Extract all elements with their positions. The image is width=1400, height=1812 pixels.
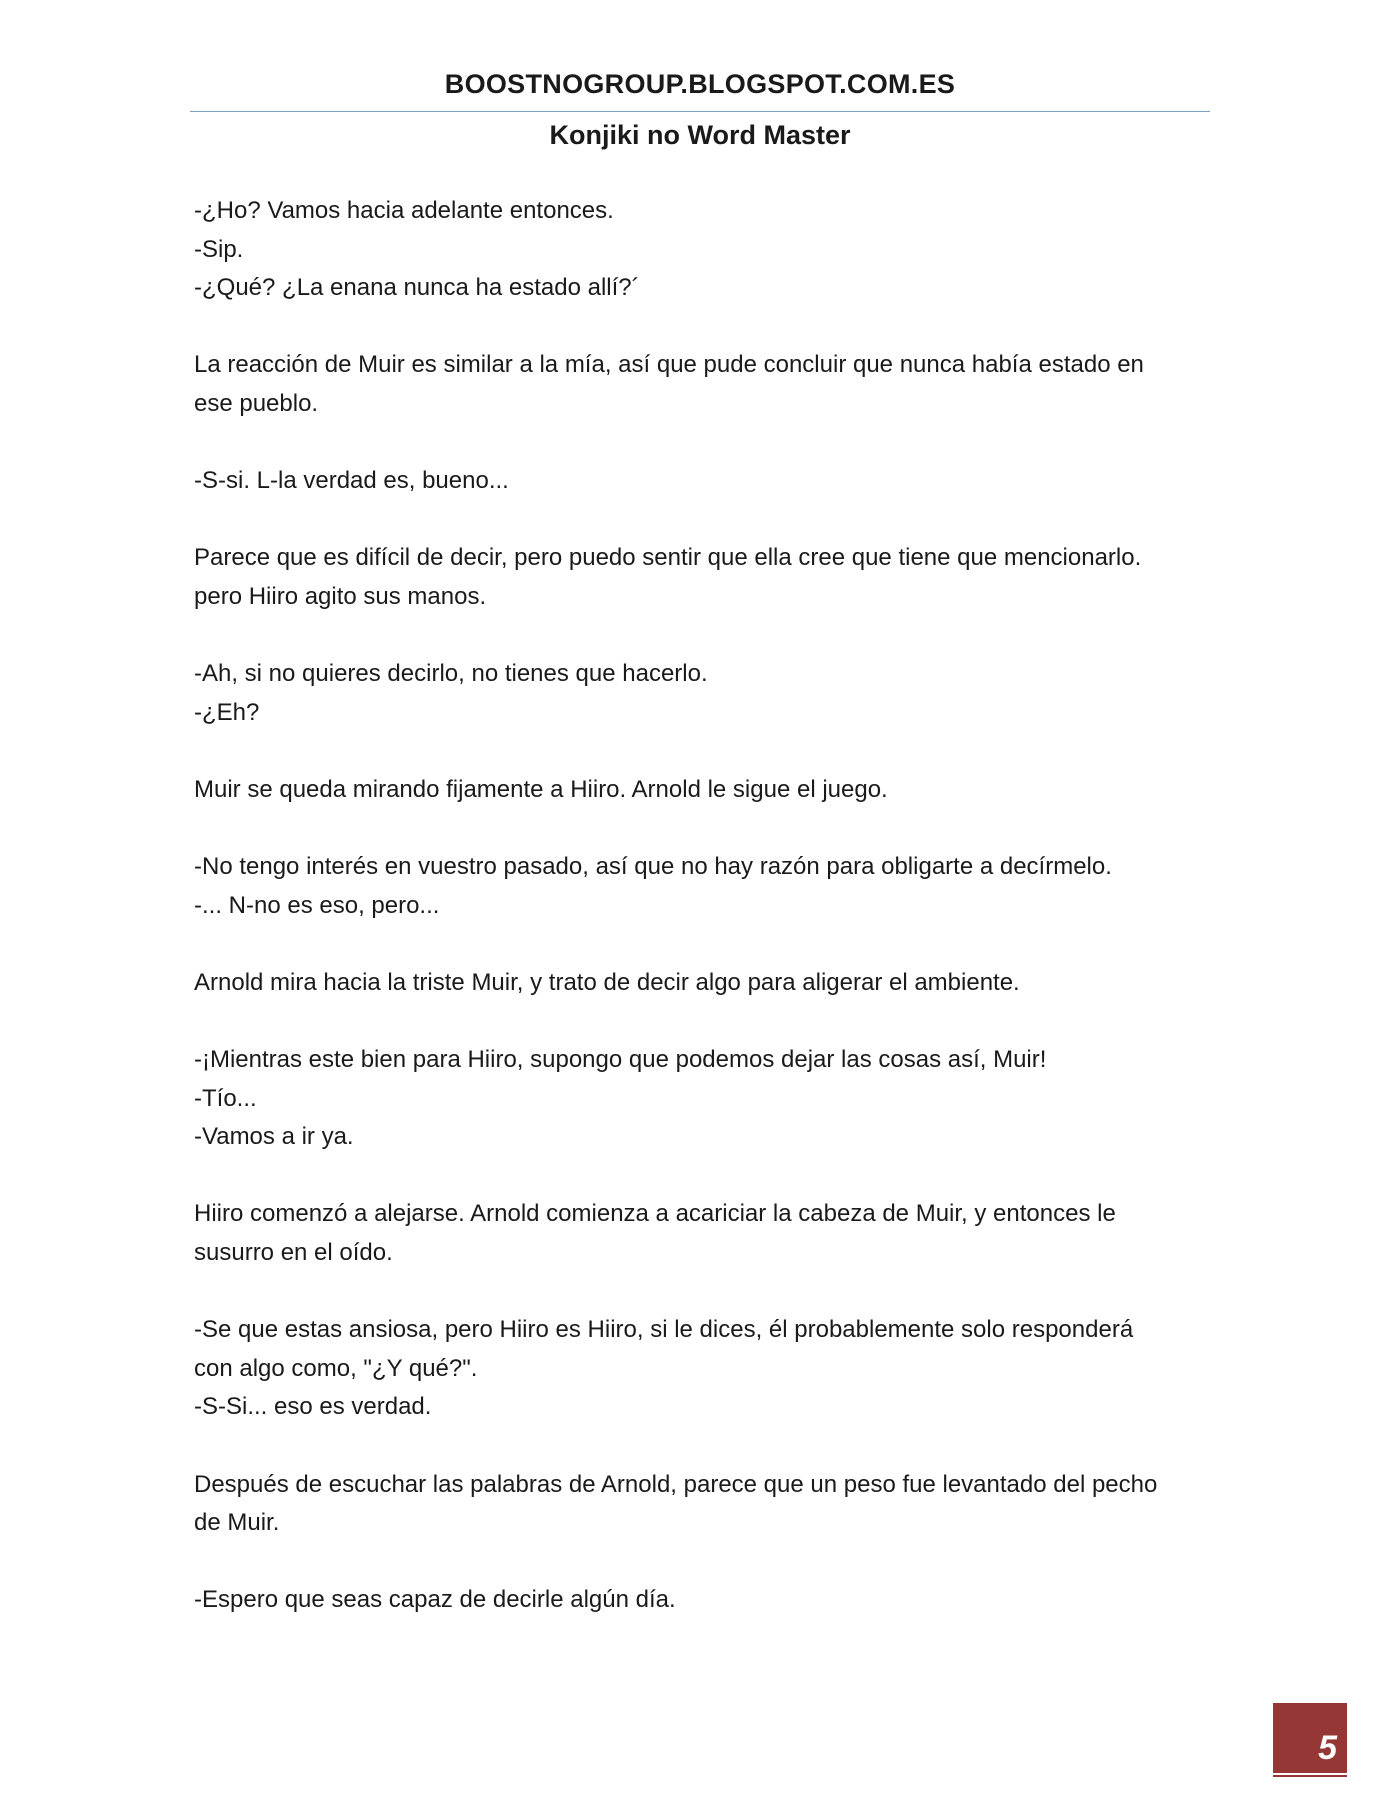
- text-line: Muir se queda mirando fijamente a Hiiro. Arnold le sigue el juego.: [194, 775, 888, 803]
- text-line: La reacción de Muir es similar a la mía, así que pude concluir que nunca había estado en: [194, 351, 1144, 379]
- page-number: 5: [1318, 1729, 1337, 1767]
- page-number-underline: [1273, 1775, 1347, 1777]
- text-line: Parece que es difícil de decir, pero puedo sentir que ella cree que tiene que mencionarlo.: [194, 544, 1142, 572]
- text-line: pero Hiiro agito sus manos.: [194, 582, 487, 610]
- header-divider: [190, 111, 1210, 112]
- paragraph: [194, 655, 1204, 732]
- text-line: -Ah, si no quieres decirlo, no tienes que hacerlo.: [194, 660, 708, 688]
- paragraph: [194, 1466, 1204, 1543]
- text-line: -... N-no es eso, pero...: [194, 891, 440, 919]
- text-line: -Sip.: [194, 235, 244, 263]
- text-line: Hiiro comenzó a alejarse. Arnold comienza a acariciar la cabeza de Muir, y entonces le: [194, 1200, 1116, 1228]
- paragraph: [194, 964, 1204, 1003]
- text-line: con algo como, "¿Y qué?".: [194, 1354, 478, 1382]
- text-line: susurro en el oído.: [194, 1239, 393, 1267]
- text-line: -Vamos a ir ya.: [194, 1123, 354, 1151]
- text-line: -¿Eh?: [194, 698, 260, 726]
- text-line: -¿Qué? ¿La enana nunca ha estado allí?´: [194, 274, 640, 302]
- document-title: Konjiki no Word Master: [549, 120, 851, 150]
- site-name: BOOSTNOGROUP.BLOGSPOT.COM.ES: [444, 69, 956, 99]
- text-line: Arnold mira hacia la triste Muir, y trato de decir algo para aligerar el ambiente.: [194, 968, 1020, 996]
- text-line: Después de escuchar las palabras de Arnold, parece que un peso fue levantado del pecho: [194, 1470, 1158, 1498]
- text-line: -S-si. L-la verdad es, bueno...: [194, 467, 509, 495]
- text-line: -S-Si... eso es verdad.: [194, 1393, 432, 1421]
- paragraph: [194, 1041, 1204, 1157]
- paragraph: [194, 1581, 1204, 1620]
- paragraph: [194, 346, 1204, 423]
- text-line: -Se que estas ansiosa, pero Hiiro es Hiiro, si le dices, él probablemente solo responderá: [194, 1316, 1134, 1344]
- body-text: [194, 192, 1204, 1659]
- text-line: -¿Ho? Vamos hacia adelante entonces.: [194, 197, 614, 224]
- text-line: ese pueblo.: [194, 389, 319, 417]
- paragraph: [194, 771, 1204, 810]
- paragraph: [194, 462, 1204, 501]
- paragraph: [194, 192, 1204, 308]
- text-line: -¡Mientras este bien para Hiiro, supongo que podemos dejar las cosas así, Muir!: [194, 1046, 1047, 1074]
- paragraph: [194, 539, 1204, 616]
- paragraph: [194, 1311, 1204, 1427]
- text-line: de Muir.: [194, 1509, 280, 1537]
- paragraph: [194, 1195, 1204, 1272]
- text-line: -Espero que seas capaz de decirle algún día.: [194, 1586, 676, 1614]
- text-line: -No tengo interés en vuestro pasado, así que no hay razón para obligarte a decírmelo.: [194, 853, 1112, 881]
- text-line: -Tío...: [194, 1084, 257, 1112]
- page-number-badge: [1273, 1703, 1347, 1773]
- paragraph: [194, 848, 1204, 925]
